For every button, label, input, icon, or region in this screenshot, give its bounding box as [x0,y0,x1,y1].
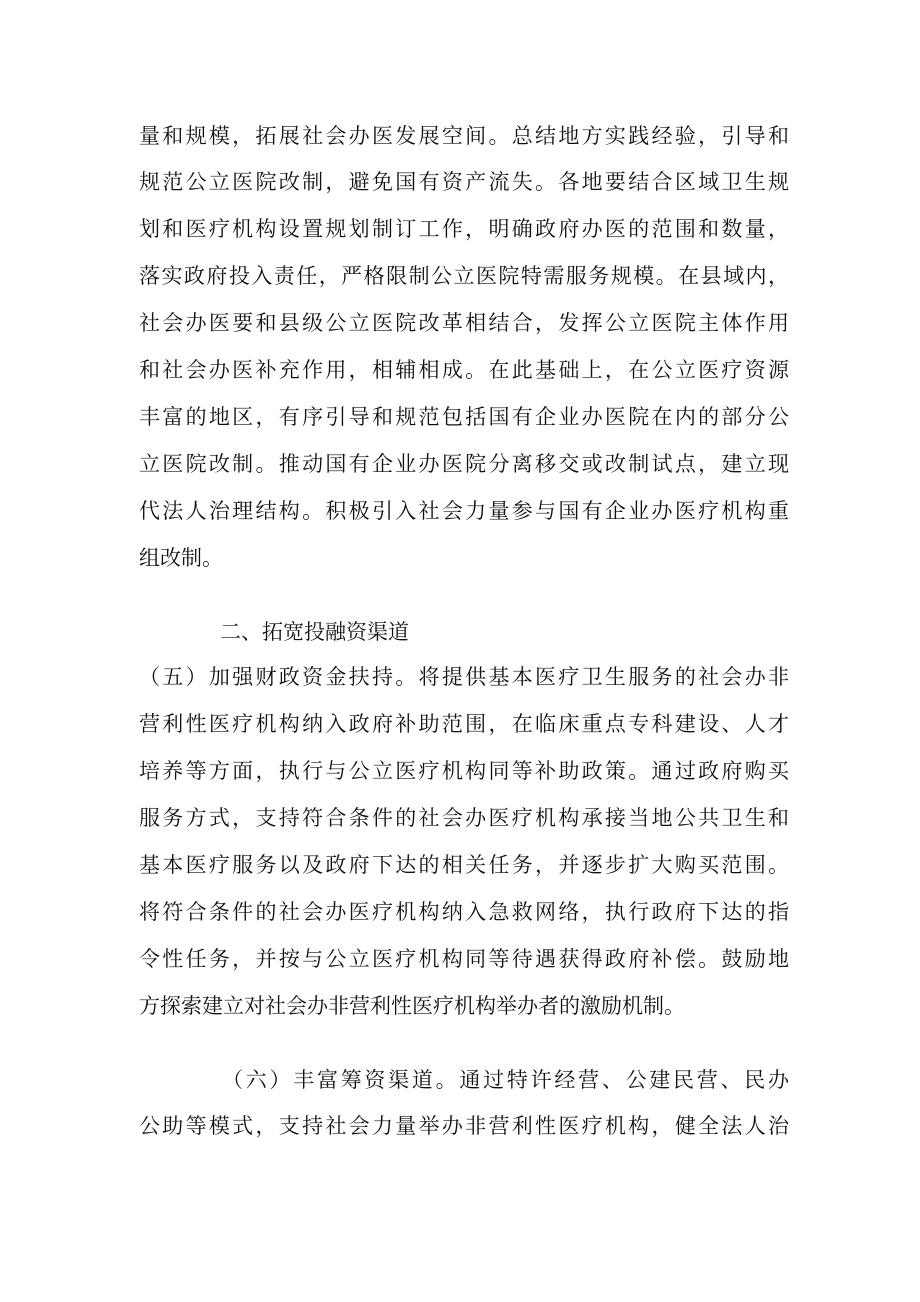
paragraph-line: 丰富的地区，有序引导和规范包括国有企业办医院在内的部分公 [139,405,789,429]
paragraph-line: 公助等模式，支持社会力量举办非营利性医疗机构，健全法人治 [139,1114,789,1138]
paragraph-line: 培养等方面，执行与公立医疗机构同等补助政策。通过政府购买 [139,759,789,783]
paragraph-line: 方探索建立对社会办非营利性医疗机构举办者的激励机制。 [139,994,685,1018]
paragraph-line: 代法人治理结构。积极引入社会力量参与国有企业办医疗机构重 [139,499,789,523]
paragraph-line: 服务方式，支持符合条件的社会办医疗机构承接当地公共卫生和 [139,806,789,830]
paragraph-line: 落实政府投入责任，严格限制公立医院特需服务规模。在县域内， [139,264,789,288]
paragraph-line: 社会办医要和县级公立医院改革相结合，发挥公立医院主体作用 [139,311,789,335]
paragraph-line: 和社会办医补充作用，相辅相成。在此基础上，在公立医疗资源 [139,358,789,382]
paragraph-line: 基本医疗服务以及政府下达的相关任务，并逐步扩大购买范围。 [139,853,789,877]
paragraph-line: （五）加强财政资金扶持。将提供基本医疗卫生服务的社会办非 [139,665,789,689]
paragraph-line: 划和医疗机构设置规划制订工作，明确政府办医的范围和数量， [139,217,789,241]
paragraph-line: 组改制。 [139,546,223,570]
paragraph-line: 营利性医疗机构纳入政府补助范围，在临床重点专科建设、人才 [139,712,789,736]
paragraph-line: 规范公立医院改制，避免国有资产流失。各地要结合区域卫生规 [139,170,789,194]
paragraph-line: 量和规模，拓展社会办医发展空间。总结地方实践经验，引导和 [139,124,789,148]
paragraph-line: 将符合条件的社会办医疗机构纳入急救网络，执行政府下达的指 [139,900,789,924]
paragraph-line: 令性任务，并按与公立医疗机构同等待遇获得政府补偿。鼓励地 [139,947,789,971]
section-heading: 二、拓宽投融资渠道 [220,620,409,644]
paragraph-line: 立医院改制。推动国有企业办医院分离移交或改制试点，建立现 [139,452,789,476]
paragraph-line: （六）丰富筹资渠道。通过特许经营、公建民营、民办 [222,1068,789,1092]
